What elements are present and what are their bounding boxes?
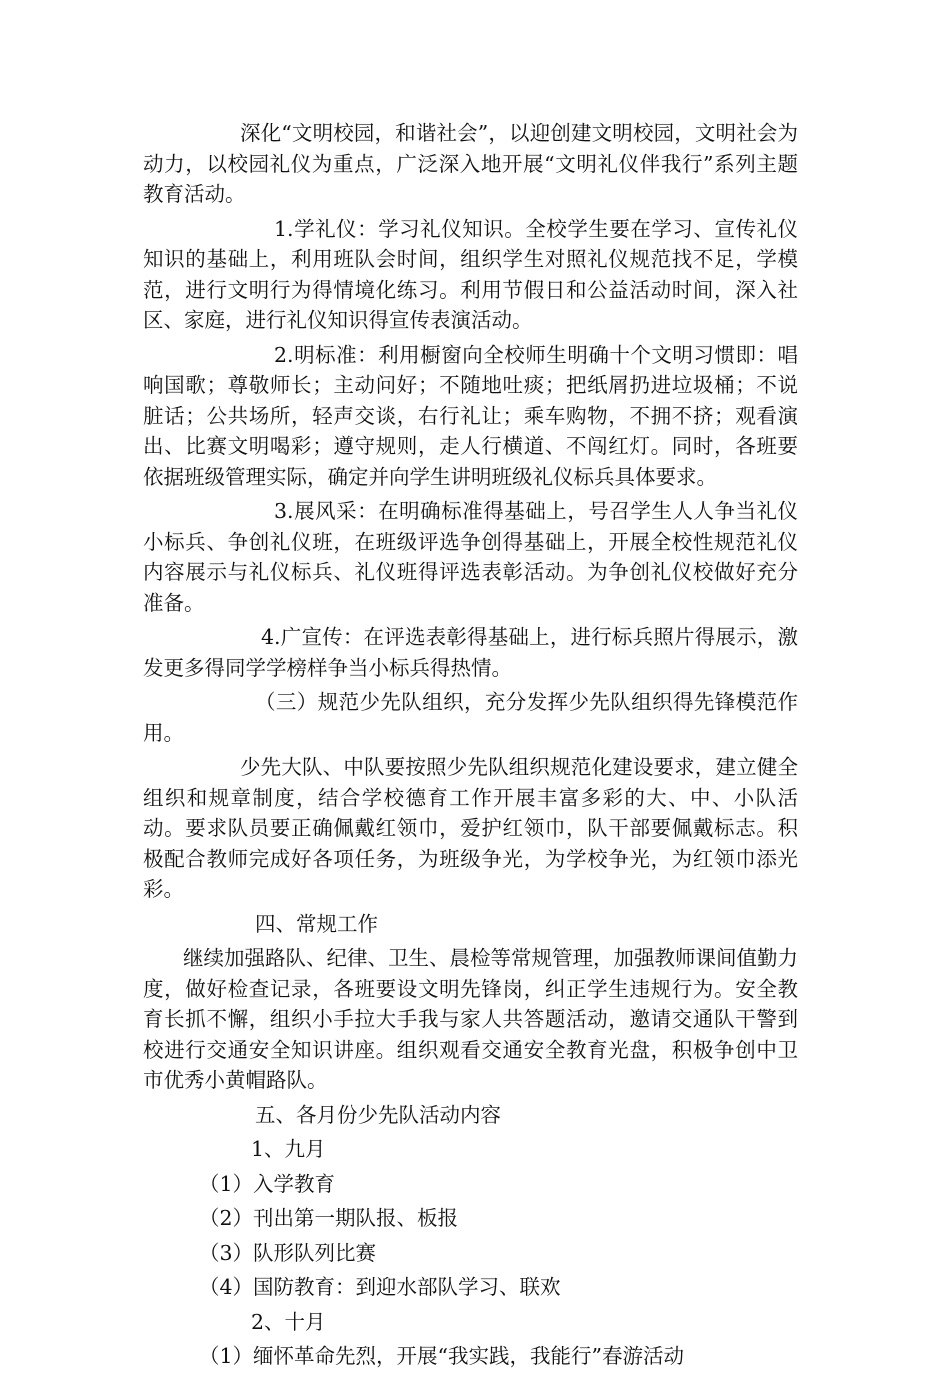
list-item: （4）国防教育：到迎水部队学习、联欢 xyxy=(199,1275,561,1299)
list-item: （3）队形队列比赛 xyxy=(199,1240,377,1265)
section-five-heading: 五、各月份少先队活动内容 xyxy=(255,1102,501,1127)
section-three-heading: （三）规范少先队组织，充分发挥少先队组织得先锋模范作用。 xyxy=(143,690,798,745)
list-item: （2）刊出第一期队报、板报 xyxy=(199,1206,459,1230)
item-clarify-standards: 2.明标准：利用橱窗向全校师生明确十个文明习惯即：唱响国歌；尊敬师长；主动问好；不随地吐痰；把纸屑扔进垃圾桶；不说脏话；公共场所，轻声交谈，右行礼让；乘车购物，不拥不挤；观看演出、比赛文明喝彩；遵守规则，走人行横道、不闯红灯。同时，各班要依据班级管理实际，确定并向学生讲明班级礼仪标兵具体要求。 xyxy=(143,342,798,489)
item-learn-etiquette: 1.学礼仪：学习礼仪知识。全校学生要在学习、宣传礼仪知识的基础上，利用班队会时间，组织学生对照礼仪规范找不足，学模范，进行文明行为得情境化练习。利用节假日和公益活动时间，深入社区、家庭，进行礼仪知识得宣传表演活动。 xyxy=(143,216,798,332)
list-item: （1）缅怀革命先烈，开展“我实践，我能行”春游活动 xyxy=(199,1344,685,1368)
month-september-heading: 1、九月 xyxy=(251,1137,326,1161)
routine-work-paragraph: 继续加强路队、纪律、卫生、晨检等常规管理，加强教师课间值勤力度，做好检查记录，各班要设文明先锋岗，纠正学生违规行为。安全教育长抓不懈，组织小手拉大手我与家人共答题活动，邀请交通队干警到校进行交通安全知识讲座。组织观看交通安全教育光盘，积极争创中卫市优秀小黄帽路队。 xyxy=(143,946,798,1092)
month-october-heading: 2、十月 xyxy=(251,1309,326,1334)
item-show-style: 3.展风采：在明确标准得基础上，号召学生人人争当礼仪小标兵、争创礼仪班，在班级评选争创得基础上，开展全校性规范礼仪内容展示与礼仪标兵、礼仪班得评选表彰活动。为争创礼仪校做好充分准备。 xyxy=(143,499,798,615)
intro-paragraph: 深化“文明校园，和谐社会”，以迎创建文明校园，文明社会为动力，以校园礼仪为重点，广泛深入地开展“文明礼仪伴我行”系列主题教育活动。 xyxy=(143,121,798,206)
list-item: （1）入学教育 xyxy=(199,1171,336,1196)
document-body xyxy=(143,118,798,1376)
pioneer-paragraph: 少先大队、中队要按照少先队组织规范化建设要求，建立健全组织和规章制度，结合学校德育工作开展丰富多彩的大、中、小队活动。要求队员要正确佩戴红领巾，爱护红领巾，队干部要佩戴标志。积极配合教师完成好各项任务，为班级争光，为学校争光，为红领巾添光彩。 xyxy=(143,755,798,901)
section-four-heading: 四、常规工作 xyxy=(255,911,378,936)
item-publicize: 4.广宣传：在评选表彰得基础上，进行标兵照片得展示，激发更多得同学学榜样争当小标兵得热情。 xyxy=(143,625,798,680)
